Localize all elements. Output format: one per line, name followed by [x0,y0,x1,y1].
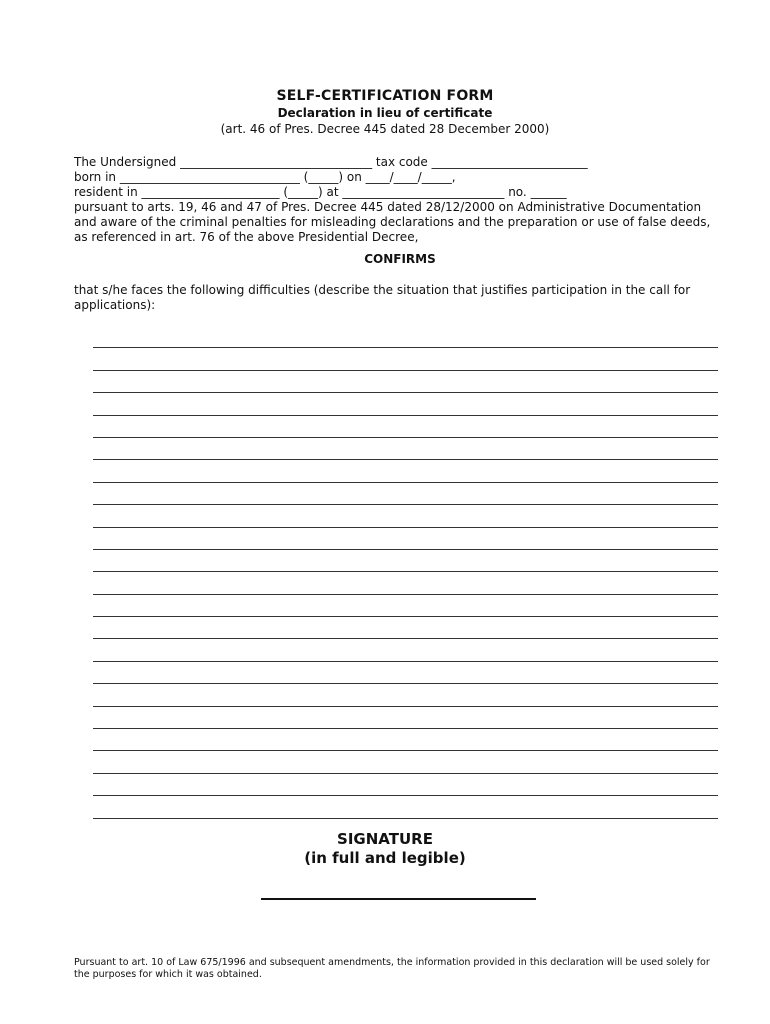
writing-line[interactable] [93,371,718,393]
form-subtitle: Declaration in lieu of certificate [277,106,493,120]
writing-line[interactable] [93,684,718,706]
writing-line[interactable] [93,416,718,438]
writing-line[interactable] [93,550,718,572]
writing-line[interactable] [93,483,718,505]
writing-line[interactable] [93,572,718,594]
writing-line[interactable] [93,662,718,684]
writing-line[interactable] [93,595,718,617]
residence-line[interactable]: resident in _______________________ (_____) at ___________________________ no. ______ [74,185,567,199]
birth-line[interactable]: born in ______________________________ (_____) on ____/____/_____, [74,170,456,184]
writing-line[interactable] [93,639,718,661]
legal-paragraph: pursuant to arts. 19, 46 and 47 of Pres. Decree 445 dated 28/12/2000 on Administrative Documentation and aware of the criminal penalties for misleading declarations and the preparation or use of false deeds, as referenced in art. 76 of the above Presidential Decree, [74,200,711,244]
confirms-heading: CONFIRMS [364,252,436,266]
writing-line[interactable] [93,774,718,796]
writing-line[interactable] [93,751,718,773]
writing-line[interactable] [93,617,718,639]
writing-line[interactable] [93,796,718,818]
writing-line[interactable] [93,729,718,751]
writing-line[interactable] [93,438,718,460]
decree-reference: (art. 46 of Pres. Decree 445 dated 28 December 2000) [220,122,550,136]
writing-line[interactable] [93,528,718,550]
signature-subtitle: (in full and legible) [304,849,466,867]
difficulties-writing-lines[interactable] [93,326,718,819]
form-title: SELF-CERTIFICATION FORM [276,88,494,104]
undersigned-line[interactable]: The Undersigned ________________________________ tax code __________________________ [74,155,588,169]
writing-line[interactable] [93,505,718,527]
writing-line[interactable] [93,393,718,415]
signature-title: SIGNATURE [337,830,433,848]
writing-line[interactable] [93,707,718,729]
writing-line[interactable] [93,460,718,482]
writing-line[interactable] [93,348,718,370]
writing-line[interactable] [93,326,718,348]
difficulties-intro: that s/he faces the following difficulties (describe the situation that justifies participation in the call for applications): [74,283,691,312]
privacy-footer: Pursuant to art. 10 of Law 675/1996 and subsequent amendments, the information provided in this declaration will be used solely for the purposes for which it was obtained. [74,957,710,980]
signature-line[interactable] [261,898,536,900]
